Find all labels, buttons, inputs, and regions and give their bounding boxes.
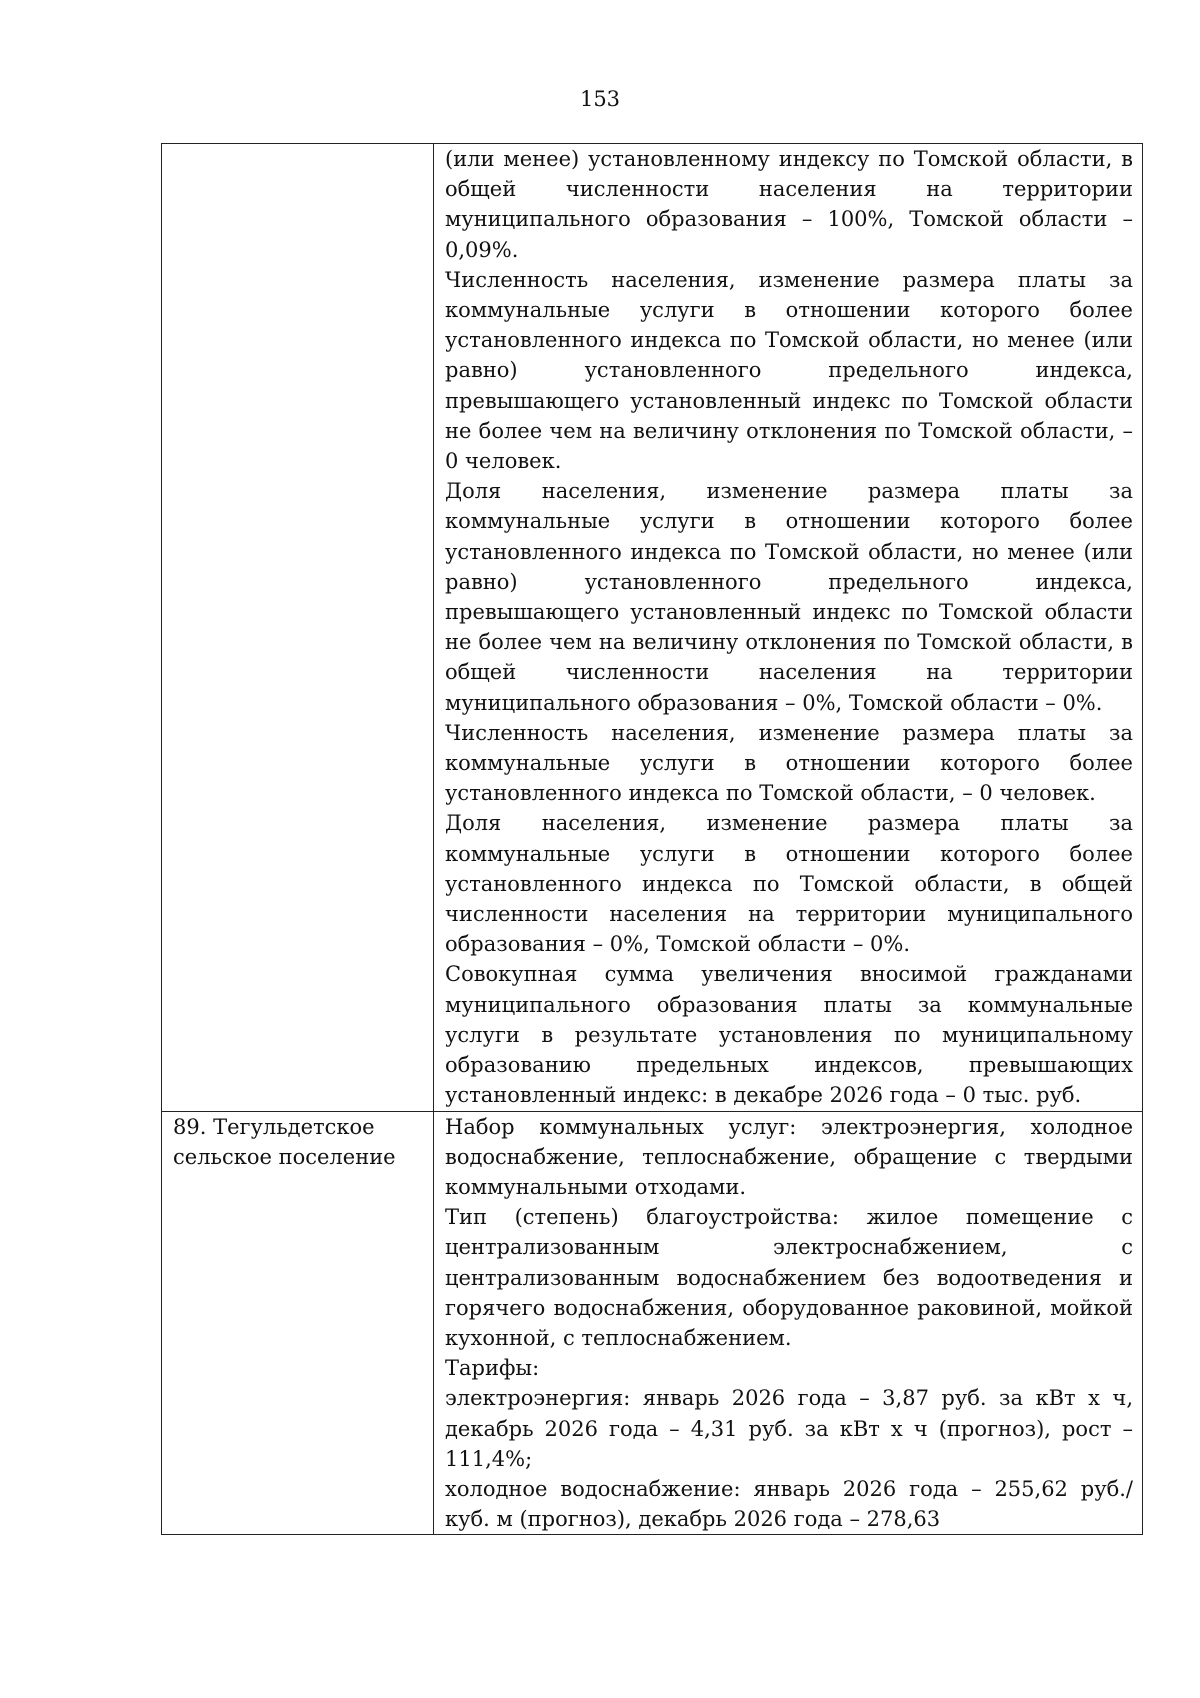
paragraph: Тарифы: [445,1356,540,1381]
paragraph: (или менее) установленному индексу по Томской области, в общей численности населения на территории муниципального образования – 100%, Томской области – 0,09%. [445,147,1133,262]
municipality-name: 89. Тегульдетское сельское поселение [173,1114,396,1169]
paragraph: Численность населения, изменение размера платы за коммунальные услуги в отношении которого более установленного индекса по Томской области, но менее (или равно) установленного предельного индекса, превышающего установленный индекс по Томской области не более чем на величину отклонения по Томской области, – 0 человек. [445,267,1133,474]
paragraph: холодное водоснабжение: январь 2026 года – 255,62 руб./куб. м (прогноз), декабрь 2026 года – 278,63 [445,1476,1133,1532]
table-row [162,1111,1143,1535]
description-cell [434,1111,1143,1535]
paragraph: электроэнергия: январь 2026 года – 3,87 руб. за кВт х ч, декабрь 2026 года – 4,31 руб. за кВт х ч (прогноз), рост – 111,4%; [445,1386,1133,1471]
paragraph: Тип (степень) благоустройства: жилое помещение с централизованным электроснабжением, с централизованным водоснабжением без водоотведения и горячего водоснабжения, оборудованное раковиной, мойкой кухонной, с теплоснабжением. [445,1205,1133,1350]
document-table [161,143,1143,1535]
paragraph: Совокупная сумма увеличения вносимой гражданами муниципального образования платы за коммунальные услуги в результате установления по муниципальному образованию предельных индексов, превышающих установленный индекс: в декабре 2026 года – 0 тыс. руб. [445,962,1133,1108]
page-number: 153 [579,87,621,111]
paragraph: Численность населения, изменение размера платы за коммунальные услуги в отношении которого более установленного индекса по Томской области, – 0 человек. [445,720,1133,806]
paragraph: Доля населения, изменение размера платы за коммунальные услуги в отношении которого более установленного индекса по Томской области, в общей численности населения на территории муниципального образования – 0%, Томской области – 0%. [445,811,1133,957]
municipality-cell [162,1111,434,1535]
description-cell [434,144,1143,1112]
table-row [162,144,1143,1112]
municipality-cell [162,144,434,1112]
paragraph: Доля населения, изменение размера платы за коммунальные услуги в отношении которого более установленного индекса по Томской области, но менее (или равно) установленного предельного индекса, превышающего установленный индекс по Томской области не более чем на величину отклонения по Томской области, в общей численности населения на территории муниципального образования – 0%, Томской области – 0%. [445,479,1133,715]
paragraph: Набор коммунальных услуг: электроэнергия, холодное водоснабжение, теплоснабжение, обращение с твердыми коммунальными отходами. [445,1114,1133,1199]
